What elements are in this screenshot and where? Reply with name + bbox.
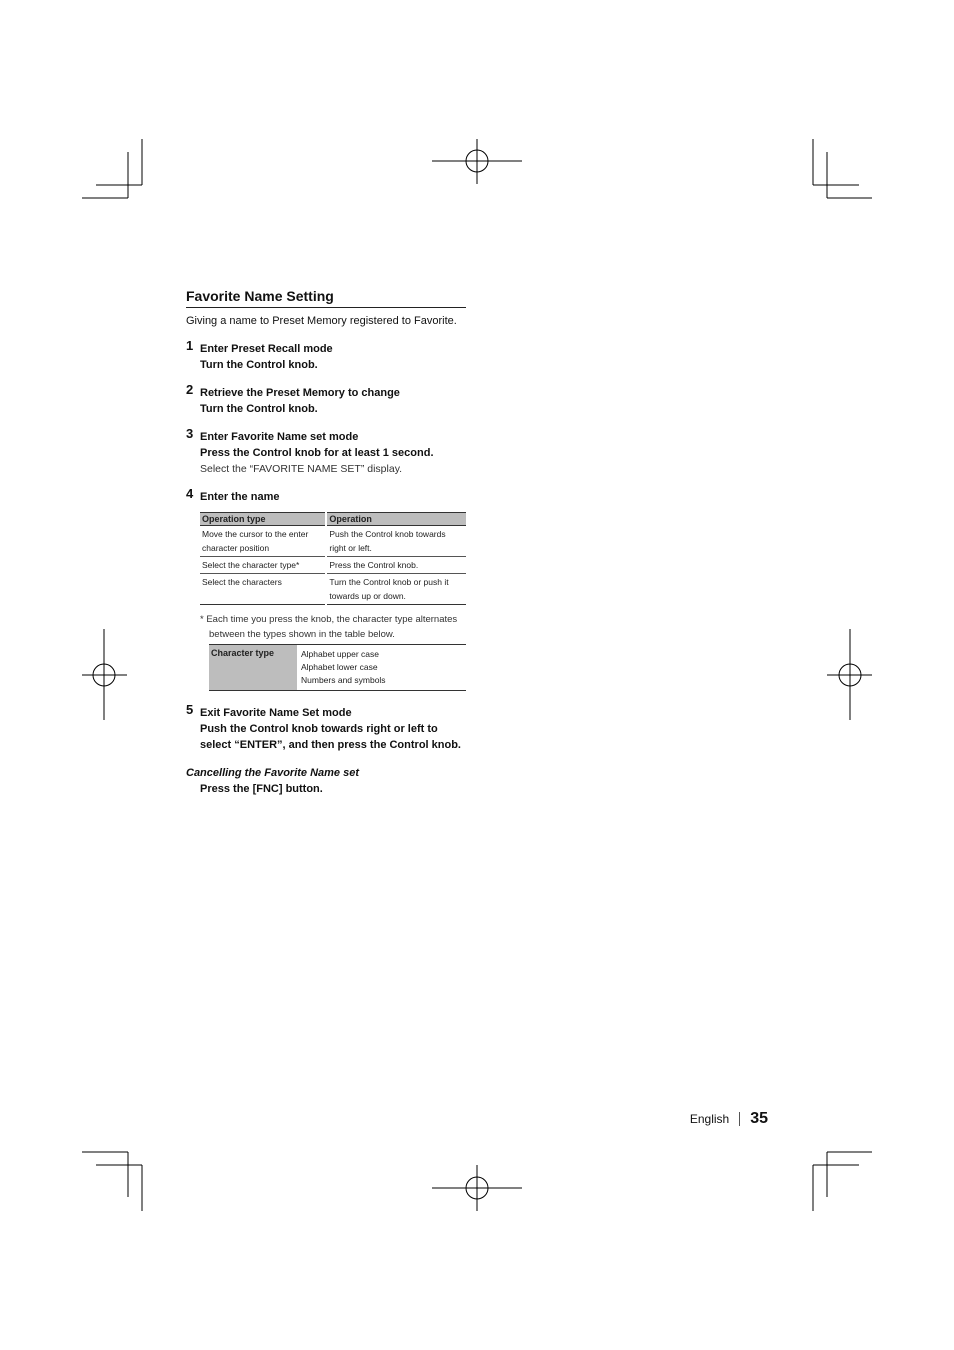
footer-divider xyxy=(739,1112,740,1126)
step-number: 1 xyxy=(186,338,194,353)
step-2 xyxy=(186,382,466,417)
table-row xyxy=(200,526,466,557)
step-number: 5 xyxy=(186,702,194,717)
table-row xyxy=(200,557,466,574)
table-cell: Select the character type* xyxy=(200,557,326,574)
step-instruction: Turn the Control knob. xyxy=(200,359,318,371)
step-5 xyxy=(186,702,466,753)
main-content xyxy=(186,286,466,797)
character-type-header: Character type xyxy=(209,645,297,691)
character-type-table xyxy=(209,644,466,691)
table-cell: Push the Control knob towards right or left. xyxy=(326,526,466,557)
step-title: Enter Favorite Name set mode xyxy=(200,431,359,443)
step-3 xyxy=(186,426,466,477)
section-intro: Giving a name to Preset Memory registered to Favorite. xyxy=(186,315,457,327)
table-cell: Turn the Control knob or push it towards up or down. xyxy=(326,574,466,605)
footer-language: English xyxy=(689,1112,730,1126)
footnote: * Each time you press the knob, the character type alternates between the types shown in the table below. xyxy=(200,614,458,640)
character-type-value: Alphabet upper case xyxy=(301,649,379,659)
step-number: 2 xyxy=(186,382,194,397)
character-type-values xyxy=(297,645,466,691)
cancel-title: Cancelling the Favorite Name set xyxy=(186,767,359,779)
page-number: 35 xyxy=(750,1110,768,1127)
table-cell: Select the characters xyxy=(200,574,326,605)
table-row xyxy=(200,574,466,605)
cancel-instruction: Press the [FNC] button. xyxy=(200,783,323,795)
step-title: Enter Preset Recall mode xyxy=(200,343,333,355)
step-note: Select the “FAVORITE NAME SET” display. xyxy=(200,463,403,475)
step-instruction: Press the Control knob for at least 1 second. xyxy=(200,447,434,459)
column-header-operation: Operation xyxy=(326,513,466,526)
step-number: 3 xyxy=(186,426,194,441)
step-number: 4 xyxy=(186,486,194,501)
step-title: Exit Favorite Name Set mode xyxy=(200,707,352,719)
step-instruction: Push the Control knob towards right or left to select “ENTER”, and then press the Control knob. xyxy=(200,723,461,751)
step-4 xyxy=(186,486,466,505)
table-cell: Press the Control knob. xyxy=(326,557,466,574)
step-title: Retrieve the Preset Memory to change xyxy=(200,387,400,399)
section-title: Favorite Name Setting xyxy=(186,286,466,308)
step-title: Enter the name xyxy=(200,491,280,503)
step-instruction: Turn the Control knob. xyxy=(200,403,318,415)
character-type-value: Numbers and symbols xyxy=(301,675,386,685)
operation-table xyxy=(200,512,466,605)
column-header-operation-type: Operation type xyxy=(200,513,326,526)
page-footer xyxy=(690,1110,768,1128)
step-1 xyxy=(186,338,466,373)
character-type-value: Alphabet lower case xyxy=(301,662,378,672)
table-cell: Move the cursor to the enter character position xyxy=(200,526,326,557)
